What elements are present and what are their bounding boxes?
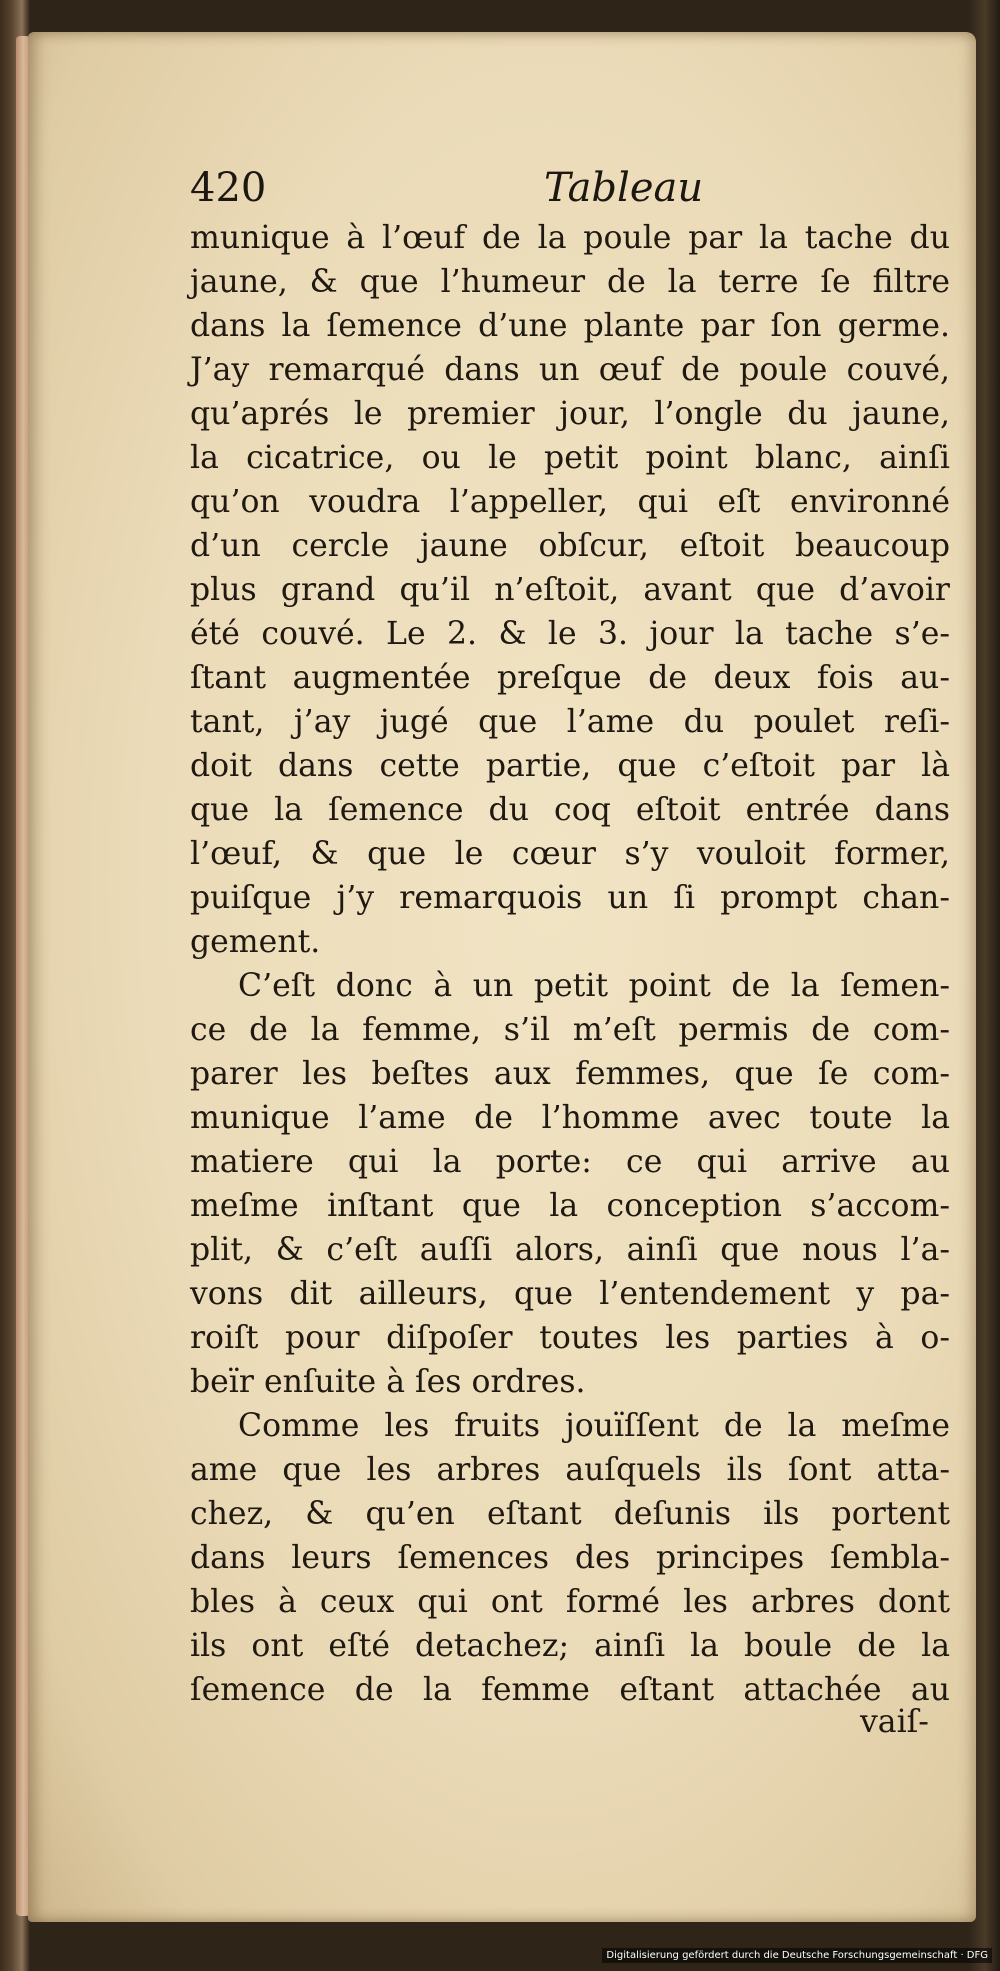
text-line: tant, j’ay jugé que l’ame du poulet reſi- bbox=[190, 704, 950, 740]
text-line: roiſt pour diſpoſer toutes les parties à o- bbox=[190, 1320, 950, 1356]
text-line: munique l’ame de l’homme avec toute la bbox=[190, 1100, 950, 1136]
text-line: puiſque j’y remarquois un ſi prompt chan- bbox=[190, 880, 950, 916]
text-line: été couvé. Le 2. & le 3. jour la tache s’e- bbox=[190, 616, 950, 652]
text-line: que la ſemence du coq eſtoit entrée dans bbox=[190, 792, 950, 828]
text-line: qu’on voudra l’appeller, qui eſt environné bbox=[190, 484, 950, 520]
body-text bbox=[190, 216, 950, 1712]
digitization-credit: Digitalisierung gefördert durch die Deutsche Forschungsgemeinschaft · DFG bbox=[602, 1948, 992, 1963]
text-line: plus grand qu’il n’eſtoit, avant que d’avoir bbox=[190, 572, 950, 608]
text-line: bles à ceux qui ont formé les arbres dont bbox=[190, 1584, 950, 1620]
text-line: qu’aprés le premier jour, l’ongle du jaune, bbox=[190, 396, 950, 432]
text-line: d’un cercle jaune obſcur, eſtoit beaucoup bbox=[190, 528, 950, 564]
text-line: Comme les fruits jouïſſent de la meſme bbox=[238, 1408, 950, 1444]
text-line: doit dans cette partie, que c’eſtoit par là bbox=[190, 748, 950, 784]
text-line: munique à l’œuf de la poule par la tache du bbox=[190, 220, 950, 256]
text-line: dans leurs ſemences des principes ſembla- bbox=[190, 1540, 950, 1576]
catchword: vaiſ- bbox=[860, 1704, 929, 1740]
text-line: beïr enſuite à ſes ordres. bbox=[190, 1364, 586, 1400]
page-header bbox=[190, 160, 750, 220]
text-line: jaune, & que l’humeur de la terre ſe filtre bbox=[190, 264, 950, 300]
text-line: ſtant augmentée preſque de deux fois au- bbox=[190, 660, 950, 696]
text-line: ame que les arbres auſquels ils ſont atta- bbox=[190, 1452, 950, 1488]
text-line: J’ay remarqué dans un œuf de poule couvé, bbox=[190, 352, 950, 388]
page-number: 420 bbox=[190, 165, 267, 211]
text-line: la cicatrice, ou le petit point blanc, ainſi bbox=[190, 440, 950, 476]
text-line: ce de la femme, s’il m’eſt permis de com- bbox=[190, 1012, 950, 1048]
text-line: dans la ſemence d’une plante par ſon germe. bbox=[190, 308, 950, 344]
text-line: l’œuf, & que le cœur s’y vouloit former, bbox=[190, 836, 950, 872]
text-line: plit, & c’eſt auſſi alors, ainſi que nous l’a- bbox=[190, 1232, 950, 1268]
running-head: Tableau bbox=[544, 165, 704, 211]
text-line: matiere qui la porte: ce qui arrive au bbox=[190, 1144, 950, 1180]
text-line: ils ont eſté detachez; ainſi la boule de la bbox=[190, 1628, 950, 1664]
text-line: gement. bbox=[190, 924, 321, 960]
text-line: parer les beſtes aux femmes, que ſe com- bbox=[190, 1056, 950, 1092]
text-line: vons dit ailleurs, que l’entendement y pa- bbox=[190, 1276, 950, 1312]
text-line: ſemence de la femme eſtant attachée au bbox=[190, 1672, 950, 1708]
text-line: meſme inſtant que la conception s’accom- bbox=[190, 1188, 950, 1224]
text-line: C’eſt donc à un petit point de la ſemen- bbox=[238, 968, 950, 1004]
text-line: chez, & qu’en eſtant deſunis ils portent bbox=[190, 1496, 950, 1532]
